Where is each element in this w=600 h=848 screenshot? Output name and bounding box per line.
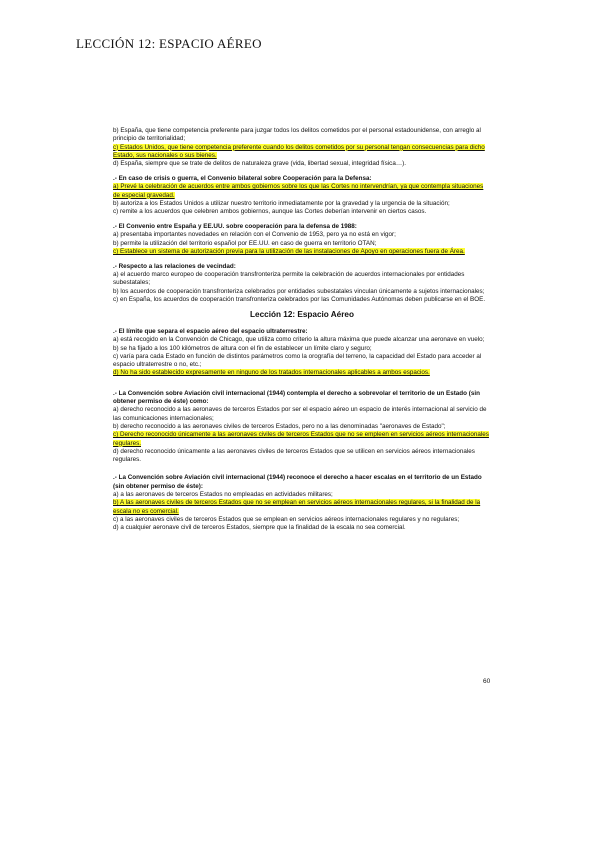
question-block <box>113 263 491 304</box>
question-text: .- En caso de crisis o guerra, el Convenio bilateral sobre Cooperación para la Defensa: <box>113 174 372 182</box>
answer-line <box>113 183 491 200</box>
answer-line: a) a las aeronaves de terceros Estados no empleadas en actividades militares; <box>113 490 333 498</box>
question-block <box>113 175 491 216</box>
answer-line: d) España, siempre que se trate de delitos de naturaleza grave (vida, libertad sexual, integridad física…). <box>113 160 406 168</box>
answer-line: b) España, que tiene competencia preferente para juzgar todos los delitos cometidos por el personal estadounidense, con arreglo al principio de territorialidad; <box>113 127 481 143</box>
question-text: .- La Convención sobre Aviación civil internacional (1944) reconoce el derecho a hacer escalas en el territorio de un Estado (sin obtener permiso de éste): <box>113 474 482 490</box>
answer-line: a) está recogido en la Convención de Chicago, que utiliza como criterio la altura máxima que puede alcanzar una aeronave en vuelo; <box>113 336 485 344</box>
lesson-title: Lección 12: Espacio Aéreo <box>250 309 354 319</box>
highlighted-answer: c) Derecho reconocido únicamente a las aeronaves civiles de terceros Estados que no se empleen en servicios aéreos internacionales regulares. <box>113 431 489 447</box>
highlighted-answer: c) Establece un sistema de autorización previa para la utilización de las instalaciones de Apoyo en operaciones fuera de Área. <box>113 247 465 255</box>
question-text: .- El límite que separa el espacio aéreo del espacio ultraterrestre: <box>113 327 308 335</box>
answer-line: b) los acuerdos de cooperación transfronteriza celebrados por entidades subestatales vinculan únicamente a sujetos internacionales; <box>113 287 485 295</box>
answer-line: c) varía para cada Estado en función de distintos parámetros como la orografía del terreno, la capacidad del Estado para acceder al espacio ultraterrestre o no, etc.; <box>113 352 482 369</box>
answer-line: d) derecho reconocido únicamente a las aeronaves civiles de terceros Estados que se utilicen en servicios aéreos internacionales regulares. <box>113 447 475 464</box>
answer-line: b) permite la utilización del territorio español por EE.UU. en caso de guerra en territorio OTAN; <box>113 239 377 247</box>
highlighted-answer: c) Estados Unidos, que tiene competencia preferente cuando los delitos cometidos por su personal tengan consecuencias para dicho Estado, sus nacionales o sus bienes. <box>113 143 485 159</box>
answer-line: d) a cualquier aeronave civil de terceros Estados, siempre que la finalidad de la escala no sea comercial. <box>113 524 406 532</box>
answer-line <box>113 369 491 377</box>
answer-line <box>113 499 491 516</box>
question-block <box>113 127 491 168</box>
answer-line <box>113 431 491 448</box>
question-block <box>113 390 491 465</box>
answer-line: c) remite a los acuerdos que celebren ambos gobiernos, aunque las Cortes deberían intervenir en ciertos casos. <box>113 208 427 216</box>
answer-line <box>113 248 491 256</box>
answer-line: b) derecho reconocido a las aeronaves civiles de terceros Estados, pero no a las denominadas "aeronaves de Estado"; <box>113 422 446 430</box>
question-text: .- La Convención sobre Aviación civil internacional (1944) contempla el derecho a sobrevolar el territorio de un Estado (sin obtener permiso de éste) como: <box>113 389 480 406</box>
question-block <box>113 328 491 378</box>
question-block <box>113 223 491 256</box>
highlighted-answer: d) No ha sido establecido expresamente en ninguno de los tratados internacionales aplicables a ambos espacios. <box>113 369 430 377</box>
answer-line: b) se ha fijado a los 100 kilómetros de altura con el fin de establecer un límite claro y seguro; <box>113 344 372 352</box>
question-text: .- El Convenio entre España y EE.UU. sobre cooperación para la defensa de 1988: <box>113 222 357 230</box>
document-body <box>113 127 491 539</box>
question-block <box>113 474 491 532</box>
highlighted-answer: b) A las aeronaves civiles de terceros Estados que no se emplean en servicios aéreos internacionales regulares, si la finalidad de la escala no es comercial. <box>113 499 481 515</box>
answer-line: c) a las aeronaves civiles de terceros Estados que se emplean en servicios aéreos internacionales regulares y no regulares; <box>113 515 460 523</box>
answer-line: a) derecho reconocido a las aeronaves de terceros Estados por ser el espacio aéreo un espacio de interés internacional al servicio de las comunicaciones internacionales; <box>113 406 487 422</box>
question-text: .- Respecto a las relaciones de vecindad: <box>113 262 236 270</box>
answer-line: c) en España, los acuerdos de cooperación transfronteriza celebrados por las Comunidades Autónomas deben publicarse en el BOE. <box>113 295 486 303</box>
page-number: 60 <box>483 678 491 685</box>
answer-line: a) el acuerdo marco europeo de cooperación transfronteriza permite la celebración de acuerdos internacionales por entidades subestatales; <box>113 270 465 287</box>
answer-line <box>113 144 491 161</box>
page-header: LECCIÓN 12: ESPACIO AÉREO <box>76 36 262 51</box>
answer-line: b) autoriza a los Estados Unidos a utilizar nuestro territorio inmediatamente por la gravedad y la urgencia de la situación; <box>113 199 450 207</box>
answer-line: a) presentaba importantes novedades en relación con el Convenio de 1953, pero ya no está en vigor; <box>113 231 396 239</box>
highlighted-answer: a) Prevé la celebración de acuerdos entre ambos gobiernos sobre los que las Cortes no intervendrían, ya que contempla situaciones de especial gravedad. <box>113 183 484 199</box>
